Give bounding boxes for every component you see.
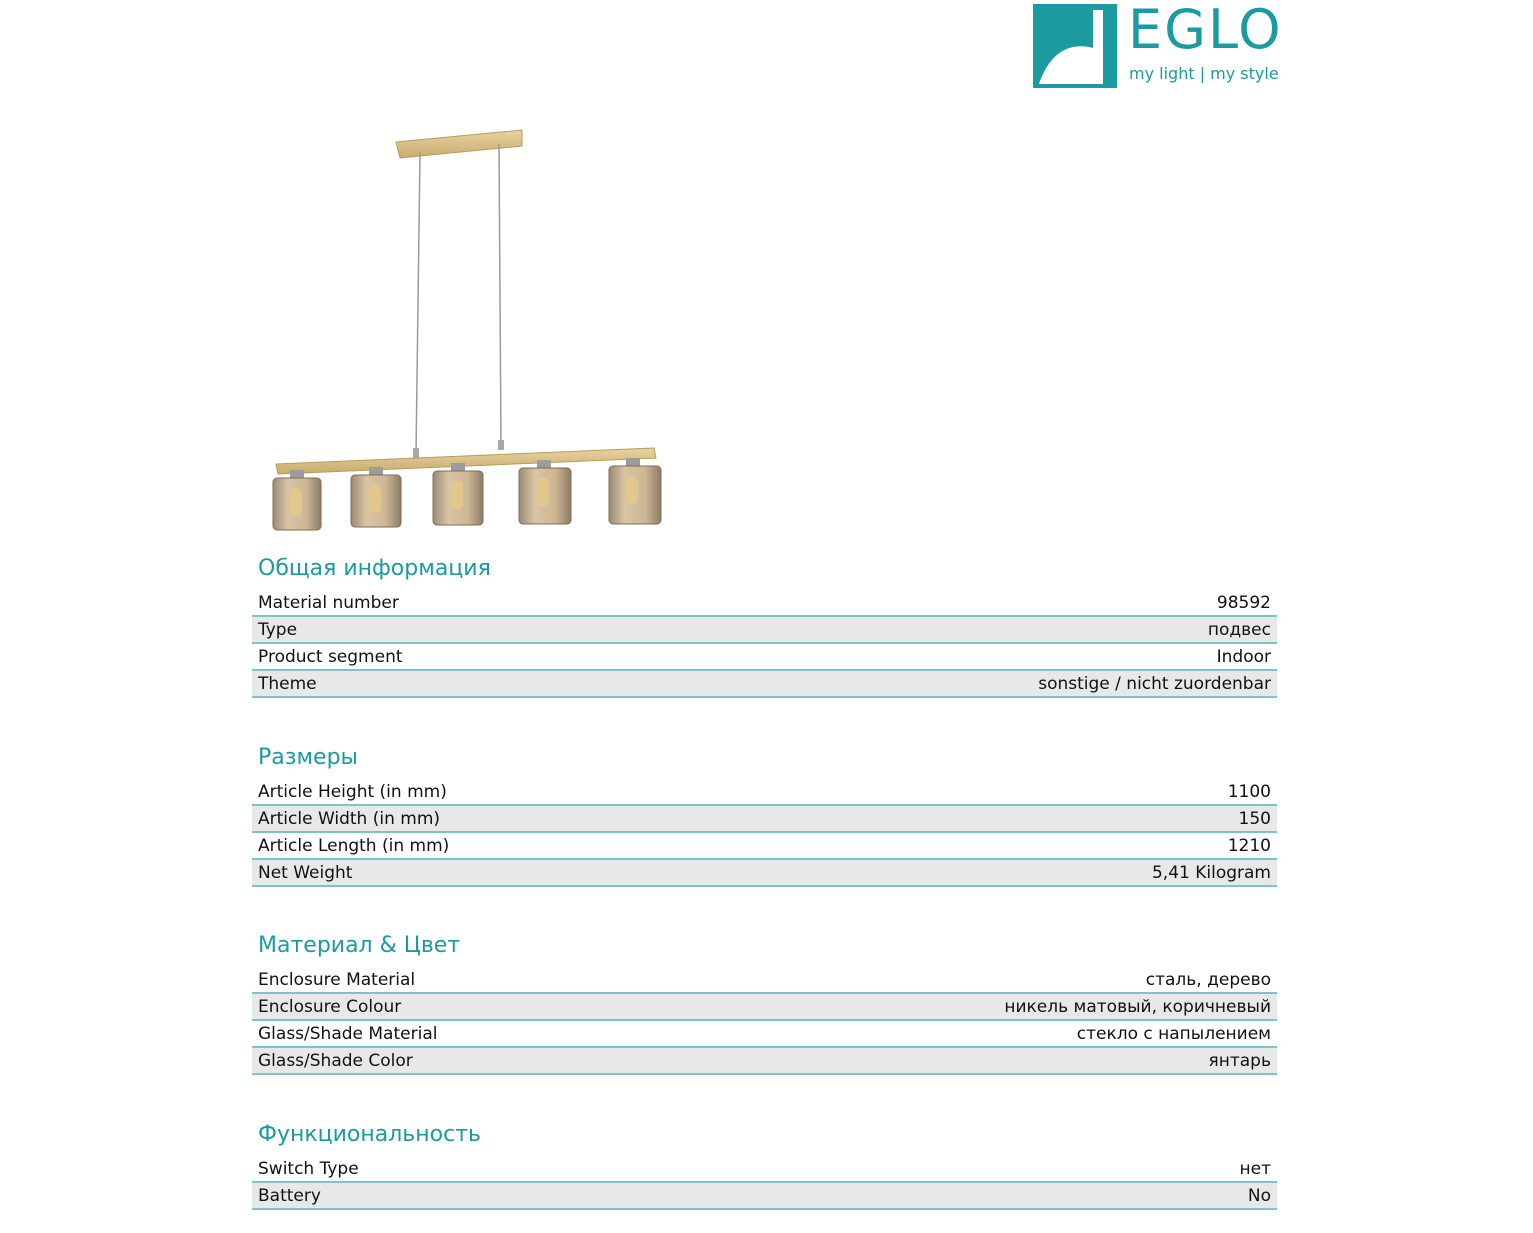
section-title: Функциональность [258, 1122, 481, 1147]
table-row [252, 644, 1277, 671]
row-value: 150 [1238, 808, 1271, 829]
row-value: нет [1239, 1158, 1271, 1179]
table-row [252, 806, 1277, 833]
brand-tagline: my light | my style [1129, 64, 1279, 83]
table-row [252, 590, 1277, 617]
row-label: Enclosure Material [258, 969, 416, 990]
row-label: Glass/Shade Color [258, 1050, 413, 1071]
table-row [252, 967, 1277, 994]
row-label: Article Height (in mm) [258, 781, 447, 802]
section-title: Материал & Цвет [258, 933, 461, 958]
row-value: 98592 [1216, 592, 1271, 613]
row-value: никель матовый, коричневый [1004, 996, 1271, 1017]
section-material-color [252, 931, 1277, 1075]
pendant-lamp-image [268, 126, 668, 536]
row-label: Material number [258, 592, 399, 613]
row-label: Type [258, 619, 298, 640]
row-label: Switch Type [258, 1158, 359, 1179]
section-general-info [252, 554, 1277, 698]
section-dimensions [252, 743, 1277, 887]
row-value: сталь, дерево [1145, 969, 1271, 990]
row-label: Article Length (in mm) [258, 835, 450, 856]
row-label: Glass/Shade Material [258, 1023, 438, 1044]
table-row [252, 994, 1277, 1021]
table-row [252, 1156, 1277, 1183]
row-value: sonstige / nicht zuordenbar [1038, 673, 1271, 694]
table-row [252, 1021, 1277, 1048]
row-label: Enclosure Colour [258, 996, 402, 1017]
row-value: 5,41 Kilogram [1151, 862, 1271, 883]
row-value: янтарь [1208, 1050, 1271, 1071]
section-title: Размеры [258, 745, 358, 770]
row-label: Net Weight [258, 862, 353, 883]
row-value: стекло с напылением [1076, 1023, 1271, 1044]
section-title: Общая информация [258, 556, 491, 581]
table-row [252, 1048, 1277, 1075]
row-label: Article Width (in mm) [258, 808, 441, 829]
table-row [252, 833, 1277, 860]
row-value: 1210 [1227, 835, 1271, 856]
brand-name: EGLO [1128, 0, 1283, 61]
row-label: Product segment [258, 646, 403, 667]
eglo-logo-icon [1033, 4, 1117, 88]
row-value: 1100 [1227, 781, 1271, 802]
table-row [252, 779, 1277, 806]
table-row [252, 671, 1277, 698]
row-label: Theme [258, 673, 317, 694]
row-value: No [1247, 1185, 1271, 1206]
table-row [252, 1183, 1277, 1210]
row-label: Battery [258, 1185, 321, 1206]
table-row [252, 617, 1277, 644]
table-row [252, 860, 1277, 887]
brand-logo [1033, 0, 1283, 88]
row-value: Indoor [1216, 646, 1271, 667]
row-value: подвес [1207, 619, 1271, 640]
section-functionality [252, 1120, 1277, 1210]
